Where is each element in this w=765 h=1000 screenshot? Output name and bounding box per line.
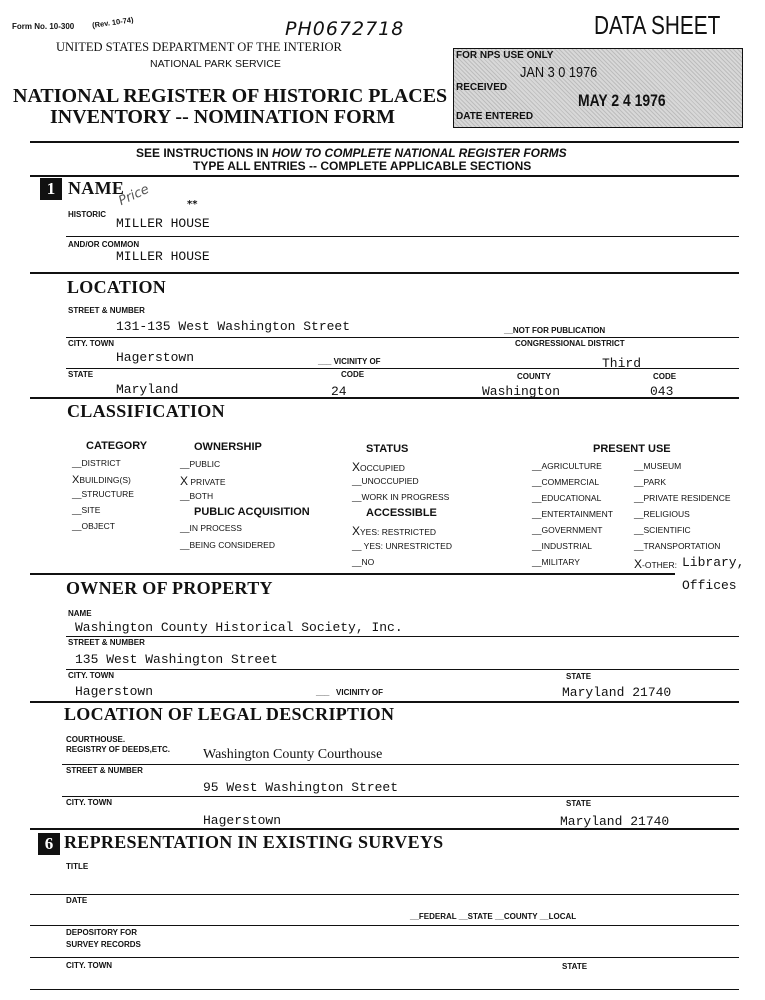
- use-scientific: __SCIENTIFIC: [634, 525, 691, 535]
- rule: [30, 701, 739, 703]
- status-unoccupied: __UNOCCUPIED: [352, 476, 419, 486]
- rule: [66, 236, 739, 237]
- section-number-6: 6: [38, 833, 60, 855]
- rule: [30, 989, 739, 990]
- survey-title-label: TITLE: [66, 862, 89, 871]
- historic-value: MILLER HOUSE: [116, 216, 210, 231]
- category-structure: __STRUCTURE: [72, 489, 134, 499]
- rule: [30, 397, 739, 399]
- rule: [62, 796, 739, 797]
- category-building: XBUILDING(S): [72, 474, 131, 486]
- survey-levels: __FEDERAL __STATE __COUNTY __LOCAL: [410, 912, 577, 921]
- historic-label: HISTORIC: [68, 210, 107, 219]
- location-state-label: STATE: [68, 370, 94, 379]
- survey-date-label: DATE: [66, 896, 88, 905]
- acquisition-in-process: __IN PROCESS: [180, 523, 242, 533]
- rule: [30, 925, 739, 926]
- county-code-value: 043: [650, 384, 674, 399]
- section-heading-name: NAME: [68, 178, 125, 198]
- ownership-head: OWNERSHIP: [194, 441, 262, 453]
- legal-city-value: Hagerstown: [203, 813, 282, 828]
- location-city-label: CITY. TOWN: [68, 339, 115, 348]
- section-heading-location: LOCATION: [67, 277, 167, 297]
- rule: [66, 636, 739, 637]
- owner-state-label: STATE: [566, 672, 592, 681]
- not-for-publication: __NOT FOR PUBLICATION: [504, 326, 606, 335]
- category-object: __OBJECT: [72, 521, 115, 531]
- use-transportation: __TRANSPORTATION: [634, 541, 721, 551]
- category-site: __SITE: [72, 505, 101, 515]
- survey-city-label: CITY. TOWN: [66, 961, 113, 970]
- handwritten-id: PH0672718: [285, 18, 405, 40]
- use-private-residence: __PRIVATE RESIDENCE: [634, 493, 731, 503]
- status-occupied: XOCCUPIED: [352, 460, 405, 474]
- owner-name-value: Washington County Historical Society, Inc.: [75, 620, 403, 635]
- location-street-label: STREET & NUMBER: [68, 306, 145, 315]
- instructions-line1: SEE INSTRUCTIONS IN HOW TO COMPLETE NATIONAL REGISTER FORMS: [136, 146, 567, 160]
- date-entered-label: DATE ENTERED: [456, 111, 534, 122]
- section-heading-owner: OWNER OF PROPERTY: [66, 578, 273, 598]
- acquisition-head: PUBLIC ACQUISITION: [194, 506, 310, 518]
- courthouse-value: Washington County Courthouse: [203, 747, 383, 762]
- ownership-private: X PRIVATE: [180, 474, 226, 488]
- rule: [30, 573, 675, 575]
- owner-name-label: NAME: [68, 609, 92, 618]
- use-park: __PARK: [634, 477, 666, 487]
- section-heading-classification: CLASSIFICATION: [67, 401, 225, 421]
- rule: [30, 894, 739, 895]
- owner-state-value: Maryland 21740: [562, 685, 672, 700]
- county-code-label: CODE: [653, 372, 677, 381]
- survey-state-label: STATE: [562, 962, 588, 971]
- state-code-value: 24: [331, 384, 347, 399]
- rule: [66, 337, 739, 338]
- use-educational: __EDUCATIONAL: [532, 493, 602, 503]
- rule: [30, 272, 739, 274]
- courthouse-label-2: REGISTRY OF DEEDS,ETC.: [66, 745, 171, 754]
- location-state-value: Maryland: [116, 382, 179, 397]
- entered-date: MAY 2 4 1976: [578, 91, 666, 110]
- county-value: Washington: [482, 384, 561, 399]
- accessible-head: ACCESSIBLE: [366, 507, 437, 519]
- owner-vicinity: ___ VICINITY OF: [316, 688, 383, 697]
- use-military: __MILITARY: [532, 557, 580, 567]
- accessible-restricted: XYES: RESTRICTED: [352, 524, 437, 538]
- courthouse-label-1: COURTHOUSE.: [66, 735, 126, 744]
- use-industrial: __INDUSTRIAL: [532, 541, 593, 551]
- depository-label-1: DEPOSITORY FOR: [66, 928, 137, 937]
- legal-street-label: STREET & NUMBER: [66, 766, 143, 775]
- common-label: AND/OR COMMON: [68, 240, 140, 249]
- legal-state-value: Maryland 21740: [560, 814, 670, 829]
- rule: [30, 957, 739, 958]
- received-label: RECEIVED: [456, 82, 508, 93]
- form-revision: (Rev. 10-74): [91, 15, 134, 30]
- legal-state-label: STATE: [566, 799, 592, 808]
- rule: [66, 669, 739, 670]
- owner-city-value: Hagerstown: [75, 684, 154, 699]
- status-head: STATUS: [366, 443, 409, 455]
- use-entertainment: __ENTERTAINMENT: [532, 509, 613, 519]
- use-other: X-OTHER:: [634, 557, 677, 571]
- ownership-public: __PUBLIC: [180, 459, 221, 469]
- status-work-in-progress: __WORK IN PROGRESS: [352, 492, 450, 502]
- handwritten-note: Price: [116, 181, 152, 210]
- use-museum: __MUSEUM: [634, 461, 682, 471]
- depository-label-2: SURVEY RECORDS: [66, 940, 141, 949]
- accessible-unrestricted: __ YES: UNRESTRICTED: [352, 541, 452, 551]
- rule: [30, 175, 739, 177]
- use-government: __GOVERNMENT: [532, 525, 603, 535]
- handwritten-mark: **: [187, 199, 198, 210]
- acquisition-being-considered: __BEING CONSIDERED: [180, 540, 275, 550]
- location-vicinity: ___ VICINITY OF: [318, 357, 381, 366]
- category-district: __DISTRICT: [72, 458, 121, 468]
- use-religious: __RELIGIOUS: [634, 509, 690, 519]
- accessible-no: __NO: [352, 557, 375, 567]
- county-label: COUNTY: [517, 372, 551, 381]
- section-number-1: 1: [40, 178, 62, 200]
- ownership-both: __BOTH: [180, 491, 214, 501]
- legal-street-value: 95 West Washington Street: [203, 780, 399, 795]
- legal-city-label: CITY. TOWN: [66, 798, 113, 807]
- location-street-value: 131-135 West Washington Street: [116, 319, 351, 334]
- use-other-value2: Offices: [682, 578, 737, 593]
- use-agriculture: __AGRICULTURE: [532, 461, 602, 471]
- nps-use-only-label: FOR NPS USE ONLY: [456, 50, 554, 61]
- form-title-line2: INVENTORY -- NOMINATION FORM: [50, 106, 396, 128]
- instructions-line2: TYPE ALL ENTRIES -- COMPLETE APPLICABLE SECTIONS: [193, 159, 532, 173]
- rule: [30, 141, 739, 143]
- rule: [62, 764, 739, 765]
- owner-street-value: 135 West Washington Street: [75, 652, 278, 667]
- state-code-label: CODE: [341, 370, 365, 379]
- rule: [30, 828, 739, 830]
- form-title-line1: NATIONAL REGISTER OF HISTORIC PLACES: [13, 85, 448, 107]
- rule: [66, 368, 739, 369]
- form-number: Form No. 10-300: [12, 22, 75, 31]
- section-heading-legal: LOCATION OF LEGAL DESCRIPTION: [64, 704, 395, 724]
- section-heading-surveys: REPRESENTATION IN EXISTING SURVEYS: [64, 832, 444, 852]
- category-head: CATEGORY: [86, 440, 148, 452]
- service-name: NATIONAL PARK SERVICE: [150, 58, 281, 70]
- congressional-label: CONGRESSIONAL DISTRICT: [515, 339, 625, 348]
- received-date: JAN 3 0 1976: [520, 64, 598, 81]
- use-other-value: Library,: [682, 555, 745, 570]
- congressional-value: Third: [602, 356, 642, 371]
- location-city-value: Hagerstown: [116, 350, 195, 365]
- owner-city-label: CITY. TOWN: [68, 671, 115, 680]
- use-commercial: __COMMERCIAL: [532, 477, 600, 487]
- data-sheet-stamp: DATA SHEET: [594, 10, 721, 40]
- owner-street-label: STREET & NUMBER: [68, 638, 145, 647]
- department-name: UNITED STATES DEPARTMENT OF THE INTERIOR: [56, 40, 342, 54]
- present-use-head: PRESENT USE: [593, 443, 671, 455]
- common-value: MILLER HOUSE: [116, 249, 210, 264]
